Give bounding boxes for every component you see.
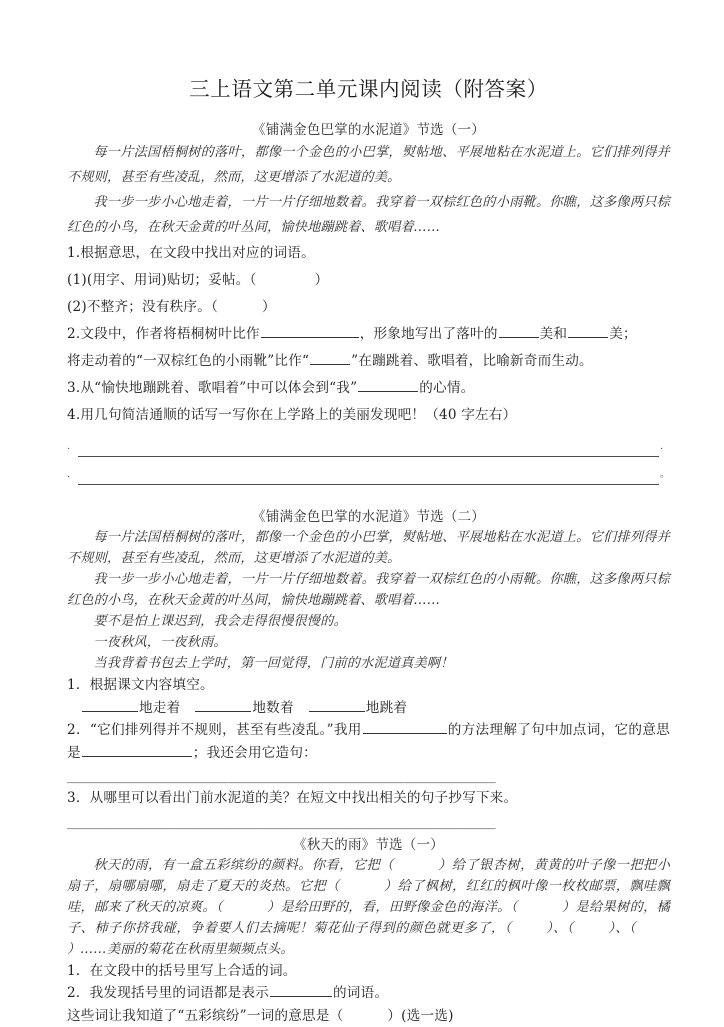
section-excerpt-one <box>67 118 670 485</box>
question-2-text-a: 2.文段中，作者将梧桐树叶比作 <box>67 326 260 342</box>
passage-paragraph: 每一片法国梧桐树的落叶，都像一个金色的小巴掌，熨帖地、平展地粘在水泥道上。它们排列得并不规则，甚至有些凌乱，然而，这更增添了水泥道的美。 <box>67 527 670 569</box>
question-1-text: 1．根据课文内容填空。 <box>67 677 214 693</box>
answer-rule-line[interactable]: ____________________________________________________________________ <box>67 766 670 786</box>
passage-paragraph: 要不是怕上课迟到，我会走得很慢很慢的。 <box>67 611 670 632</box>
question-1 <box>67 960 670 983</box>
question-4 <box>67 402 670 429</box>
passage-paragraph: 每一片法国梧桐树的落叶，都像一个金色的小巴掌，熨帖地、平展地粘在水泥道上。它们排列得并不规则，甚至有些凌乱，然而，这更增添了水泥道的美。 <box>67 140 670 190</box>
blank-label-c: 地跳着 <box>366 700 407 716</box>
passage-part-4: ）是给田野的，看，田野像金色的海洋。（ <box>267 900 518 915</box>
blank-label-b: 地数着 <box>252 700 293 716</box>
passage-paragraph: 当我背着书包去上学时，第一回觉得，门前的水泥道真美啊！ <box>67 653 670 674</box>
question-2-text-c: ；我还会用它造句： <box>193 745 317 761</box>
question-3 <box>67 787 670 810</box>
question-2-text-b: 的词语。 <box>333 985 388 1001</box>
question-1 <box>67 240 670 267</box>
question-2 <box>67 982 670 1005</box>
line-tail-mark: ． <box>660 438 670 457</box>
question-3-text: 3．从哪里可以看出门前水泥道的美？在短文中找出相关的句子抄写下来。 <box>67 790 517 806</box>
answer-blank[interactable] <box>309 698 365 712</box>
answer-blank[interactable] <box>358 378 418 392</box>
section-heading: 《铺满金色巴掌的水泥道》节选（二） <box>67 505 670 525</box>
passage-paragraph: 一夜秋风，一夜秋雨。 <box>67 632 670 653</box>
answer-rule-line[interactable]: ____________________________________________________________________ <box>67 812 670 832</box>
question-2-text-d: 美； <box>609 326 637 342</box>
question-2 <box>67 321 670 348</box>
question-1a-close: ） <box>315 272 329 288</box>
question-2-continued <box>67 348 670 375</box>
answer-blank[interactable] <box>499 324 539 338</box>
answer-write-line[interactable] <box>67 438 670 457</box>
passage-paragraph <box>67 855 670 960</box>
blank-label-a: 地走着 <box>139 700 180 716</box>
write-rule[interactable] <box>78 445 659 457</box>
question-2-text-b: 的方法理解了句中加点词，它的意思是 <box>67 722 670 761</box>
line-lead-mark: ． <box>67 438 77 457</box>
question-2-text-a: 2．我发现括号里的词语都是表示 <box>67 985 269 1001</box>
passage-part-8: ）……美丽的菊花在秋雨里频频点头。 <box>67 942 294 957</box>
question-1a-text: (1)(用字、用词)贴切；妥帖。（ <box>67 272 257 288</box>
question-1 <box>67 674 670 697</box>
answer-blank[interactable] <box>270 983 332 997</box>
passage-part-1: 秋天的雨，有一盒五彩缤纷的颜料。你看，它把（ <box>93 858 393 873</box>
passage-paragraph: 我一步一步小心地走着，一片一片仔细地数着。我穿着一双棕红色的小雨靴。你瞧，这多像两只棕红色的小鸟，在秋天金黄的叶丛间，愉快地蹦跳着、歌唱着…… <box>67 190 670 240</box>
answer-blank[interactable] <box>195 698 251 712</box>
question-3-text-b: ）(选一选) <box>387 1008 453 1024</box>
section-heading: 《秋天的雨》节选（一） <box>67 833 670 853</box>
question-3-text-a: 3.从“愉快地蹦跳着、歌唱着”中可以体会到“我” <box>67 380 357 396</box>
answer-blank[interactable] <box>363 720 447 734</box>
question-3-text-b: 的心情。 <box>419 380 474 396</box>
page-title: 三上语文第二单元课内阅读（附答案） <box>67 72 670 102</box>
question-2-text-f: ”在蹦跳着、歌唱着，比喻新奇而生动。 <box>351 353 593 369</box>
answer-blank[interactable] <box>310 351 350 365</box>
section-autumn-rain <box>67 833 670 1027</box>
section-heading: 《铺满金色巴掌的水泥道》节选（一） <box>67 118 670 138</box>
passage-part-2: ）给了银杏树，黄黄的叶子像一把把小扇子，扇哪扇哪，扇走了夏天的炎热。它把（ <box>67 858 670 894</box>
question-1a <box>67 267 670 294</box>
passage-part-7: ）、（ <box>608 921 636 936</box>
answer-blank[interactable] <box>261 324 359 338</box>
line-lead-mark: ． <box>67 466 77 485</box>
question-1b-text: (2)不整齐；没有秩序。（ <box>67 299 218 315</box>
answer-blank[interactable] <box>82 698 138 712</box>
question-1b <box>67 294 670 321</box>
question-2 <box>67 719 670 764</box>
section-excerpt-two <box>67 505 670 832</box>
question-1-blanks <box>67 697 670 720</box>
answer-write-line[interactable] <box>67 466 670 485</box>
question-4-text: 4.用几句简洁通顺的话写一写你在上学路上的美丽发现吧！（40 字左右） <box>67 407 516 423</box>
question-1b-close: ） <box>262 299 276 315</box>
question-3 <box>67 375 670 402</box>
question-3-text-a: 这些词让我知道了“五彩缤纷”一词的意思是（ <box>67 1008 343 1024</box>
passage-part-6: ）、（ <box>546 921 574 936</box>
question-2-text-a: 2．“它们排列得并不规则，甚至有些凌乱。”我用 <box>67 722 362 738</box>
passage-paragraph: 我一步一步小心地走着，一片一片仔细地数着。我穿着一双棕红色的小雨靴。你瞧，这多像两只棕红色的小鸟，在秋天金黄的叶丛间，愉快地蹦跳着、歌唱着…… <box>67 569 670 611</box>
passage-part-5: ）是给果树的，橘子、柿子你挤我碰，争着要人们去摘呢！菊花仙子得到的颜色就更多了，（ <box>67 900 670 936</box>
write-rule[interactable] <box>78 473 659 485</box>
question-2-text-b: ，形象地写出了落叶的 <box>360 326 498 342</box>
question-1-text: 1．在文段中的括号里写上合适的词。 <box>67 963 297 979</box>
passage-part-3: ）给了枫树，红红的枫叶像一枚枚邮票，飘哇飘哇，邮来了秋天的凉爽。（ <box>67 879 670 915</box>
line-tail-mark: 。 <box>660 466 670 485</box>
answer-blank[interactable] <box>568 324 608 338</box>
question-2-text-c: 美和 <box>540 326 568 342</box>
question-1-text: 1.根据意思，在文段中找出对应的词语。 <box>67 245 315 261</box>
answer-blank[interactable] <box>82 743 192 757</box>
question-2-text-e: 将走动着的“一双棕红色的小雨靴”比作“ <box>67 353 309 369</box>
